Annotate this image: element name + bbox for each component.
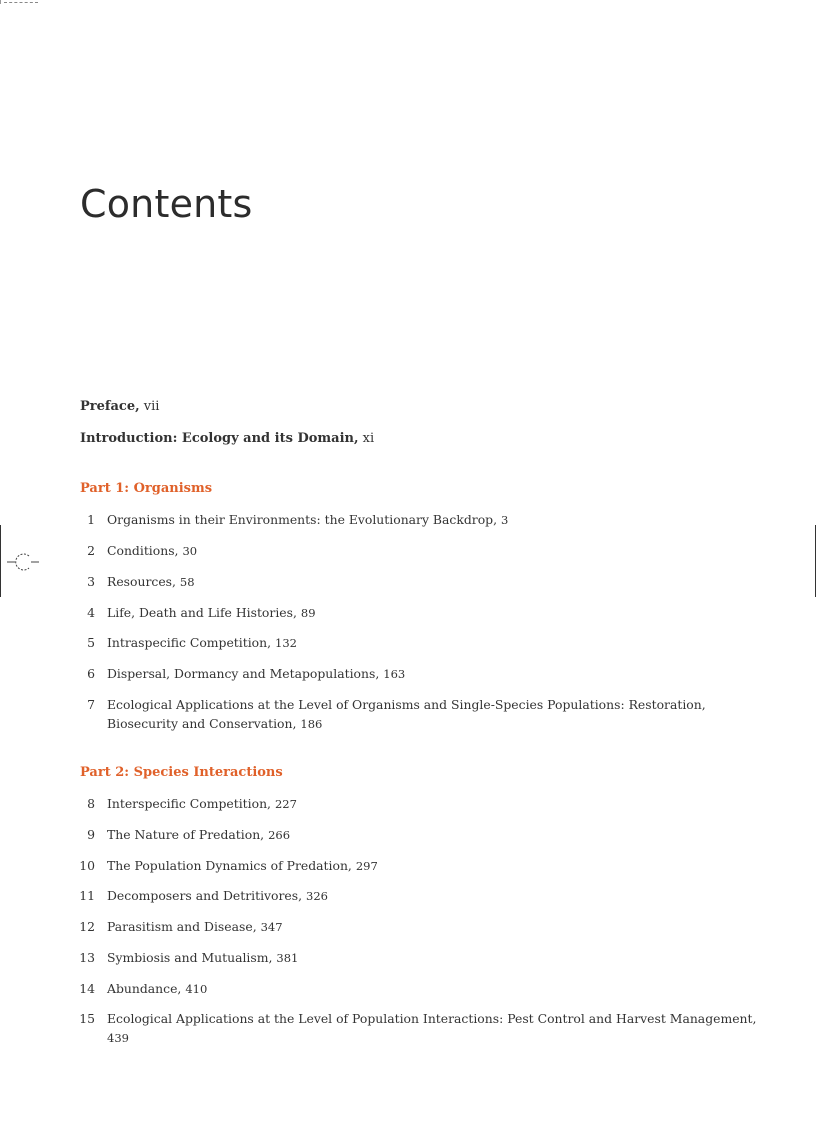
- toc-page-number: 132: [275, 636, 297, 650]
- chapter-title: Symbiosis and Mutualism,: [107, 950, 273, 965]
- toc-page-number: 326: [306, 889, 328, 903]
- toc-entry-chapter-12[interactable]: [75, 917, 775, 937]
- toc-entry-chapter-6[interactable]: [75, 664, 775, 684]
- toc-page-number: 297: [355, 859, 378, 873]
- toc-entry-chapter-2[interactable]: [75, 541, 775, 561]
- chapter-number: 2: [87, 543, 95, 558]
- registration-mark-icon: [7, 552, 39, 572]
- chapter-number: 6: [87, 666, 95, 681]
- toc-entry-chapter-4[interactable]: [75, 603, 775, 623]
- chapter-number: 9: [87, 827, 95, 842]
- part-heading-2: Part 2: Species Interactions: [80, 765, 283, 780]
- toc-page-number: 3: [501, 513, 509, 527]
- toc-page-number: 89: [300, 606, 316, 620]
- toc-page-number: vii: [143, 399, 160, 414]
- chapter-number: 3: [87, 574, 95, 589]
- toc-entry-chapter-3[interactable]: [75, 572, 775, 592]
- part-heading-1: Part 1: Organisms: [80, 481, 213, 496]
- toc-entry-label: Introduction: Ecology and its Domain,: [80, 431, 359, 446]
- chapter-number: 5: [87, 635, 95, 650]
- chapter-title: Dispersal, Dormancy and Metapopulations,: [107, 666, 380, 681]
- chapter-number: 4: [87, 605, 95, 620]
- toc-page-number: xi: [362, 431, 375, 446]
- chapter-title: Resources,: [107, 574, 176, 589]
- toc-entry-chapter-14[interactable]: [75, 979, 775, 999]
- chapter-number: 14: [79, 981, 95, 996]
- chapter-number: 10: [79, 858, 95, 873]
- chapter-title: Intraspecific Competition,: [107, 635, 272, 650]
- crop-mark-corner: [0, 0, 1, 4]
- toc-page-number: 30: [182, 544, 198, 558]
- chapter-title: Parasitism and Disease,: [107, 919, 257, 934]
- chapter-title: Ecological Applications at the Level of Organisms and Single-Species Populations: Restoration, Biosecurity and Conservation,: [107, 697, 706, 731]
- toc-entry-chapter-1[interactable]: [75, 510, 775, 530]
- toc-page-number: 347: [260, 920, 283, 934]
- toc-entry-chapter-8[interactable]: [75, 794, 775, 814]
- chapter-number: 8: [87, 796, 95, 811]
- toc-page-number: 439: [107, 1031, 129, 1045]
- chapter-number: 13: [79, 950, 95, 965]
- toc-entry-introduction[interactable]: [80, 431, 374, 446]
- toc-entry-chapter-5[interactable]: [75, 633, 775, 653]
- crop-mark-top: [4, 2, 38, 3]
- chapter-number: 11: [79, 888, 95, 903]
- page-title: Contents: [80, 182, 253, 226]
- toc-page-number: 186: [300, 717, 323, 731]
- toc-page-number: 58: [179, 575, 195, 589]
- toc-entry-preface[interactable]: [80, 399, 159, 414]
- toc-entry-chapter-13[interactable]: [75, 948, 775, 968]
- chapter-title: Ecological Applications at the Level of Population Interactions: Pest Control and Harvest Management,: [107, 1011, 757, 1026]
- chapter-title: The Population Dynamics of Predation,: [107, 858, 352, 873]
- toc-page-number: 227: [274, 797, 297, 811]
- chapter-title: Interspecific Competition,: [107, 796, 271, 811]
- toc-page-number: 266: [268, 828, 291, 842]
- margin-rule-left: [0, 525, 1, 597]
- toc-entry-chapter-10[interactable]: [75, 856, 775, 876]
- toc-page-number: 163: [383, 667, 406, 681]
- chapter-title: Abundance,: [107, 981, 182, 996]
- chapter-number: 12: [79, 919, 95, 934]
- toc-entry-chapter-11[interactable]: [75, 886, 775, 906]
- chapter-title: Organisms in their Environments: the Evolutionary Backdrop,: [107, 512, 498, 527]
- chapter-title: Life, Death and Life Histories,: [107, 605, 297, 620]
- chapter-number: 7: [87, 697, 95, 712]
- chapter-title: Decomposers and Detritivores,: [107, 888, 303, 903]
- toc-page-number: 410: [185, 982, 208, 996]
- chapter-title: Conditions,: [107, 543, 179, 558]
- toc-entry-chapter-15[interactable]: [75, 1009, 775, 1048]
- chapter-title: The Nature of Predation,: [107, 827, 265, 842]
- chapter-number: 15: [79, 1011, 95, 1026]
- toc-entry-chapter-7[interactable]: [75, 695, 775, 734]
- toc-page-number: 381: [276, 951, 299, 965]
- toc-entry-chapter-9[interactable]: [75, 825, 775, 845]
- chapter-number: 1: [87, 512, 95, 527]
- toc-entry-label: Preface,: [80, 399, 140, 414]
